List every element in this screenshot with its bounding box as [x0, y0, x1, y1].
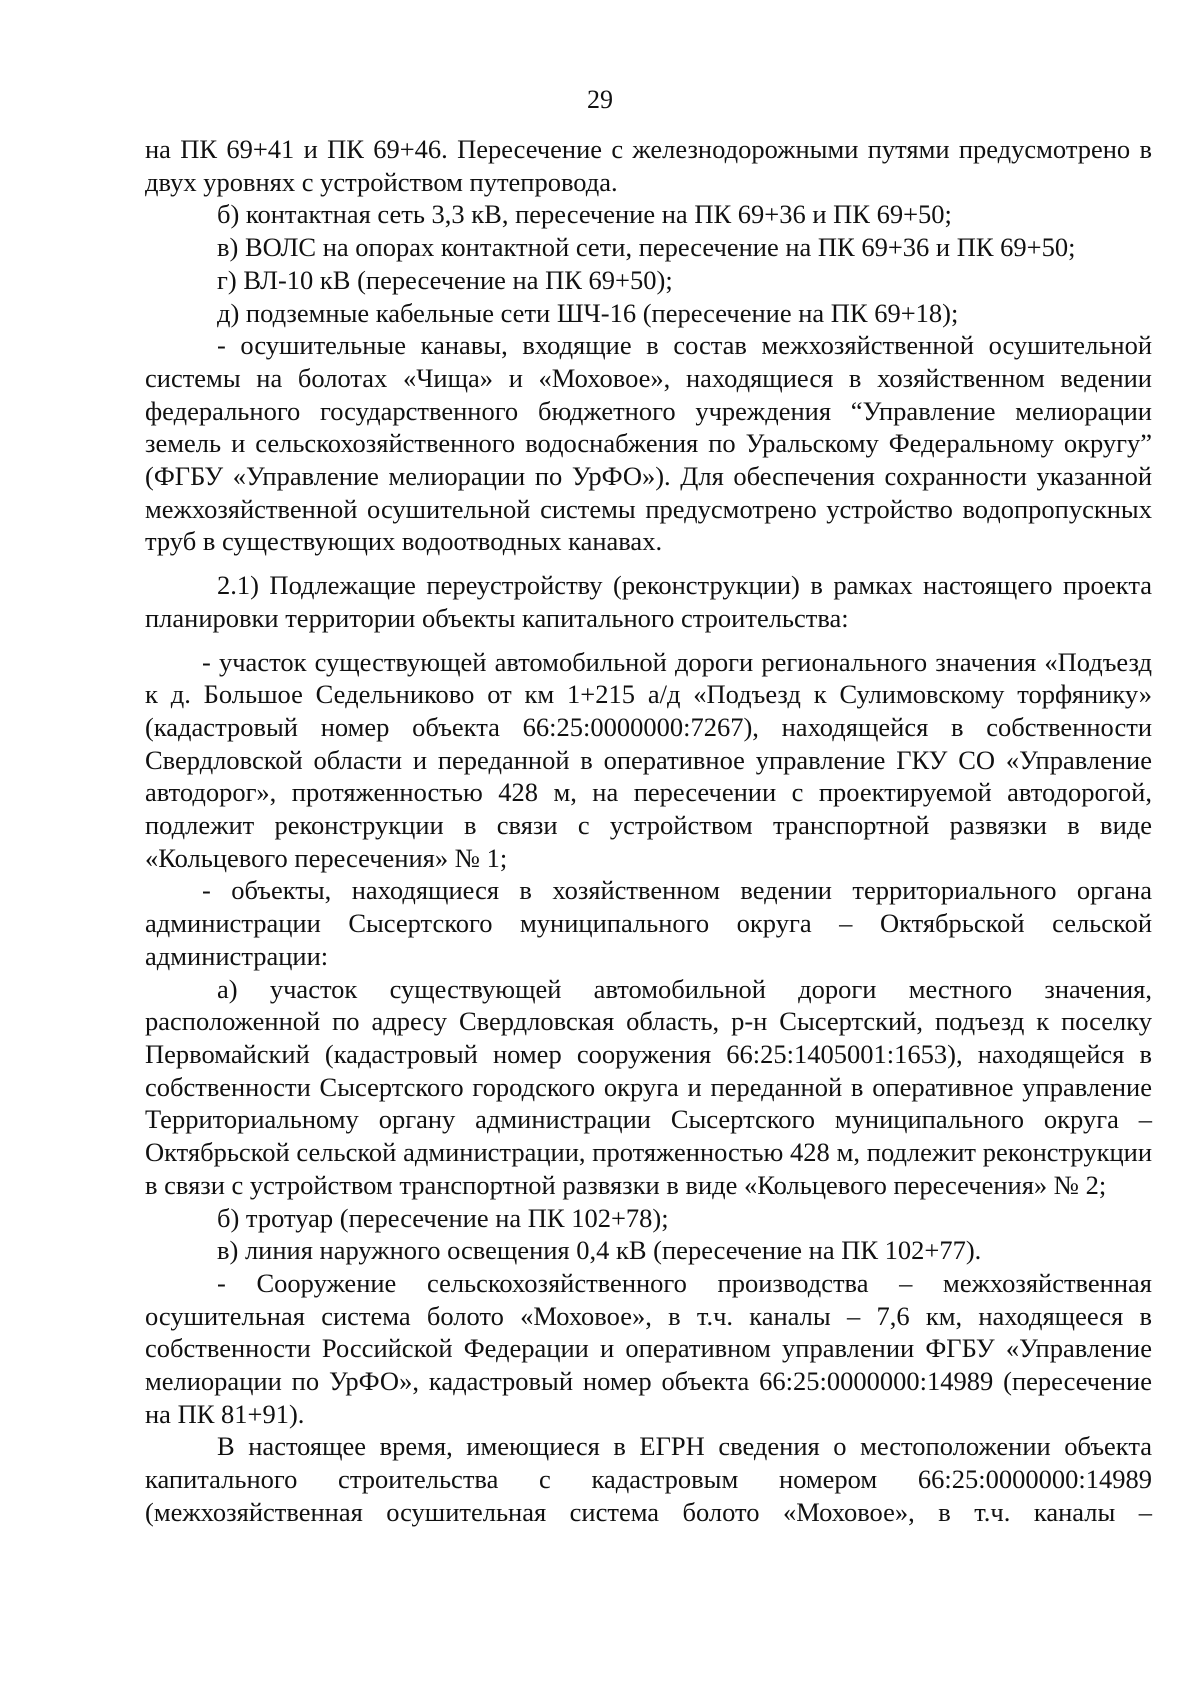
paragraph-continuation: на ПК 69+41 и ПК 69+46. Пересечение с железнодорожными путями предусмотрено в двух уровнях с устройством путепровода.: [145, 134, 1152, 197]
paragraph-egrn-info: В настоящее время, имеющиеся в ЕГРН сведения о местоположении объекта капитального строительства с кадастровым номером 66:25:0000000:14989 (межхозяйственная осушительная система болото «Моховое», в т.ч. каналы –: [145, 1431, 1152, 1527]
paragraph-item-v: в) ВОЛС на опорах контактной сети, пересечение на ПК 69+36 и ПК 69+50;: [217, 232, 1076, 263]
paragraph-drainage-ditches: - осушительные канавы, входящие в состав межхозяйственной осушительной системы на болотах «Чища» и «Моховое», находящиеся в хозяйственном ведении федерального государственного бюджетного учреждения “Управление мелиорации земель и сельскохозяйственного водоснабжения по Уральскому Федеральному округу” (ФГБУ «Управление мелиорации по УрФО»). Для обеспечения сохранности указанной межхозяйственной осушительной системы предусмотрено устройство водопропускных труб в существующих водоотводных канавах.: [145, 330, 1152, 557]
paragraph-item-b-sidewalk: б) тротуар (пересечение на ПК 102+78);: [217, 1202, 669, 1233]
page-number: 29: [587, 85, 613, 114]
paragraph-item-b: б) контактная сеть 3,3 кВ, пересечение на ПК 69+36 и ПК 69+50;: [217, 199, 952, 230]
paragraph-section-2-1: 2.1) Подлежащие переустройству (реконструкции) в рамках настоящего проекта планировки территории объекты капитального строительства:: [145, 570, 1152, 633]
paragraph-item-d: д) подземные кабельные сети ШЧ-16 (пересечение на ПК 69+18);: [217, 297, 959, 328]
document-body: [145, 133, 1152, 1529]
paragraph-item-g: г) ВЛ-10 кВ (пересечение на ПК 69+50);: [217, 264, 673, 295]
paragraph-melioration-system: - Сооружение сельскохозяйственного производства – межхозяйственная осушительная система болото «Моховое», в т.ч. каналы – 7,6 км, находящееся в собственности Российской Федерации и оперативном управлении ФГБУ «Управление мелиорации по УрФО», кадастровый номер объекта 66:25:0000000:14989 (пересечение на ПК 81+91).: [145, 1267, 1152, 1429]
paragraph-item-v-lighting: в) линия наружного освещения 0,4 кВ (пересечение на ПК 102+77).: [217, 1235, 982, 1266]
paragraph-municipal-objects: - объекты, находящиеся в хозяйственном ведении территориального органа администрации Сысертского муниципального округа – Октябрьской сельской администрации:: [145, 875, 1152, 971]
paragraph-regional-road: - участок существующей автомобильной дороги регионального значения «Подъезд к д. Большое Седельниково от км 1+215 а/д «Подъезд к Сулимовскому торфянику» (кадастровый номер объекта 66:25:0000000:7267), находящейся в собственности Свердловской области и переданной в оперативное управление ГКУ СО «Управление автодорог», протяженностью 428 м, на пересечении с проектируемой автодорогой, подлежит реконструкции в связи с устройством транспортной развязки в виде «Кольцевого пересечения» № 1;: [145, 646, 1152, 873]
paragraph-item-a-local-road: а) участок существующей автомобильной дороги местного значения, расположенной по адресу Свердловская область, р-н Сысертский, подъезд к поселку Первомайский (кадастровый номер сооружения 66:25:1405001:1653), находящейся в собственности Сысертского городского округа и переданной в оперативное управление Территориальному органу администрации Сысертского муниципального округа – Октябрьской сельской администрации, протяженностью 428 м, подлежит реконструкции в связи с устройством транспортной развязки в виде «Кольцевого пересечения» № 2;: [145, 973, 1152, 1200]
